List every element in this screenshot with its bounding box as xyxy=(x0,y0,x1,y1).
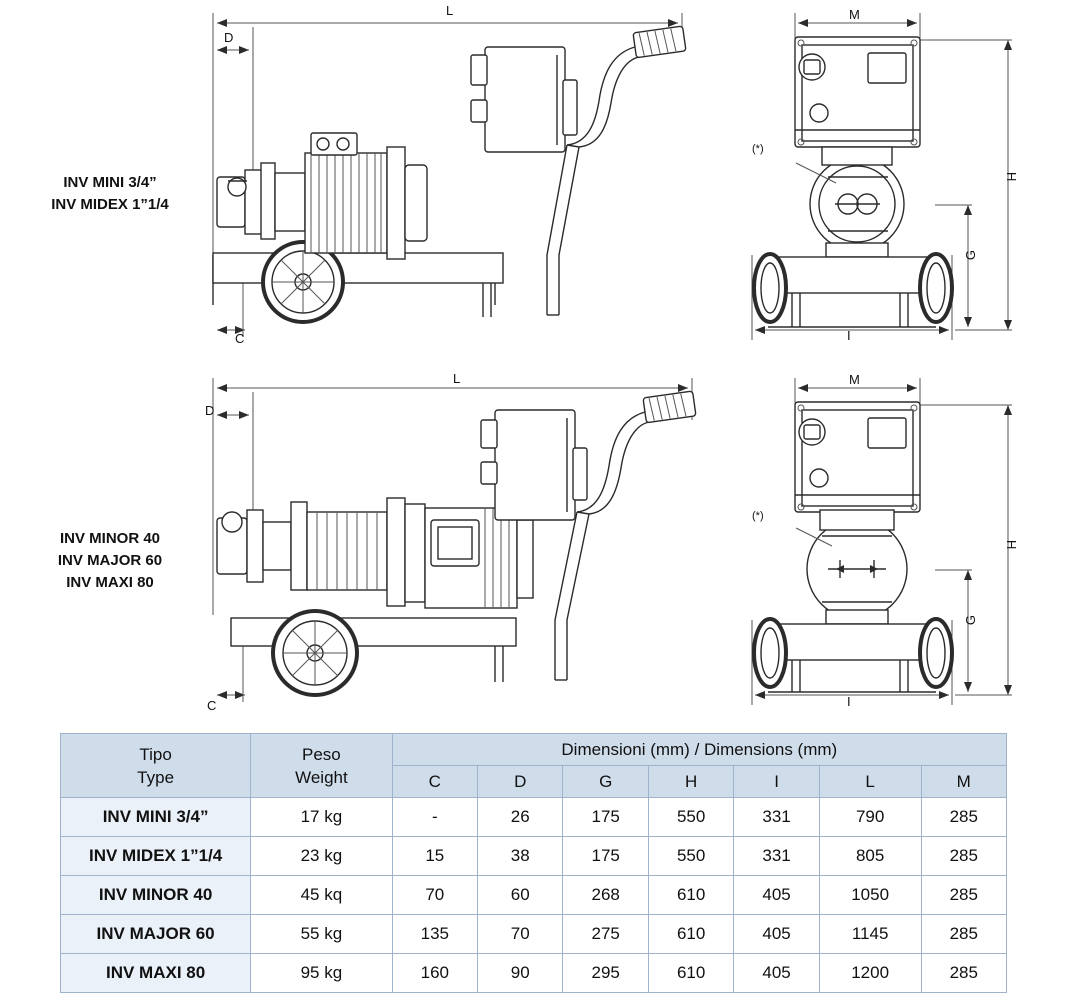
dimension-label-C-row2: C xyxy=(207,698,217,713)
header-dim-M: M xyxy=(921,766,1007,798)
header-weight-line1: Peso xyxy=(302,744,341,764)
table-header xyxy=(61,734,1007,798)
cell-D: 38 xyxy=(478,837,563,876)
front-view-drawing-row2 xyxy=(740,370,1030,730)
header-dim-L: L xyxy=(819,766,921,798)
model-label-row2-line2: INV MAJOR 60 xyxy=(57,552,163,569)
cell-G: 175 xyxy=(563,798,648,837)
cell-G: 295 xyxy=(563,954,648,993)
table-row xyxy=(61,837,1007,876)
dimension-label-D-row2: D xyxy=(205,403,215,418)
cell-M: 285 xyxy=(921,798,1007,837)
model-label-row2-line1: INV MINOR 40 xyxy=(59,530,161,547)
side-view-drawing-row1 xyxy=(195,5,715,365)
dimension-label-H-row1: H xyxy=(1004,172,1019,182)
dimension-label-M-row1: M xyxy=(849,7,860,22)
cell-I: 331 xyxy=(734,837,819,876)
header-weight xyxy=(251,734,392,798)
cell-weight: 23 kg xyxy=(251,837,392,876)
dimension-label-I-row2: I xyxy=(847,694,851,709)
dimension-label-L-row1: L xyxy=(446,3,454,18)
table-row xyxy=(61,954,1007,993)
cell-L: 1145 xyxy=(819,915,921,954)
table-row xyxy=(61,915,1007,954)
cell-L: 805 xyxy=(819,837,921,876)
table-row xyxy=(61,876,1007,915)
cell-G: 268 xyxy=(563,876,648,915)
dimension-label-C-row1: C xyxy=(235,331,245,346)
dimension-label-I-row1: I xyxy=(847,328,851,343)
note-marker-row1: (*) xyxy=(752,143,764,155)
header-dim-G: G xyxy=(563,766,648,798)
dimension-label-G-row1: G xyxy=(963,250,978,261)
cell-D: 26 xyxy=(478,798,563,837)
cell-C: 15 xyxy=(392,837,477,876)
table-body xyxy=(61,798,1007,993)
specifications-table xyxy=(60,733,1007,993)
cell-I: 405 xyxy=(734,915,819,954)
cell-D: 70 xyxy=(478,915,563,954)
cell-I: 405 xyxy=(734,954,819,993)
cell-C: 160 xyxy=(392,954,477,993)
table-header-row-1 xyxy=(61,734,1007,766)
cell-H: 550 xyxy=(648,837,733,876)
cell-M: 285 xyxy=(921,837,1007,876)
header-dimensions: Dimensioni (mm) / Dimensions (mm) xyxy=(392,734,1006,766)
header-type-line2: Type xyxy=(137,767,175,787)
cell-L: 1200 xyxy=(819,954,921,993)
cell-H: 550 xyxy=(648,798,733,837)
model-label-row2-line3: INV MAXI 80 xyxy=(66,574,154,591)
cell-weight: 17 kg xyxy=(251,798,392,837)
cell-C: - xyxy=(392,798,477,837)
cell-type: INV MAXI 80 xyxy=(61,954,251,993)
cell-I: 405 xyxy=(734,876,819,915)
cell-M: 285 xyxy=(921,954,1007,993)
dimension-label-H-row2: H xyxy=(1004,540,1019,550)
cell-D: 60 xyxy=(478,876,563,915)
model-label-row1-line2: INV MIDEX 1”1/4 xyxy=(51,196,169,213)
cell-C: 70 xyxy=(392,876,477,915)
cell-D: 90 xyxy=(478,954,563,993)
cell-type: INV MINI 3/4” xyxy=(61,798,251,837)
header-weight-line2: Weight xyxy=(295,767,348,787)
cell-L: 790 xyxy=(819,798,921,837)
cell-H: 610 xyxy=(648,876,733,915)
cell-L: 1050 xyxy=(819,876,921,915)
dimension-label-L-row2: L xyxy=(453,371,461,386)
cell-weight: 45 kq xyxy=(251,876,392,915)
note-marker-row2: (*) xyxy=(752,510,764,522)
model-label-row1 xyxy=(10,172,210,216)
header-dim-H: H xyxy=(648,766,733,798)
cell-G: 175 xyxy=(563,837,648,876)
cell-M: 285 xyxy=(921,915,1007,954)
header-dim-D: D xyxy=(478,766,563,798)
front-view-drawing-row1 xyxy=(740,5,1030,365)
header-dim-I: I xyxy=(734,766,819,798)
header-type xyxy=(61,734,251,798)
side-view-drawing-row2 xyxy=(195,370,715,730)
cell-type: INV MINOR 40 xyxy=(61,876,251,915)
dimension-label-M-row2: M xyxy=(849,372,860,387)
cell-G: 275 xyxy=(563,915,648,954)
table-row xyxy=(61,798,1007,837)
cell-I: 331 xyxy=(734,798,819,837)
cell-H: 610 xyxy=(648,915,733,954)
cell-M: 285 xyxy=(921,876,1007,915)
cell-C: 135 xyxy=(392,915,477,954)
cell-type: INV MIDEX 1”1/4 xyxy=(61,837,251,876)
cell-H: 610 xyxy=(648,954,733,993)
cell-type: INV MAJOR 60 xyxy=(61,915,251,954)
dimension-label-G-row2: G xyxy=(963,615,978,626)
dimension-label-D-row1: D xyxy=(224,30,234,45)
cell-weight: 95 kg xyxy=(251,954,392,993)
header-type-line1: Tipo xyxy=(139,744,172,764)
model-label-row1-line1: INV MINI 3/4” xyxy=(63,174,157,191)
cell-weight: 55 kg xyxy=(251,915,392,954)
model-label-row2 xyxy=(10,528,210,594)
header-dim-C: C xyxy=(392,766,477,798)
